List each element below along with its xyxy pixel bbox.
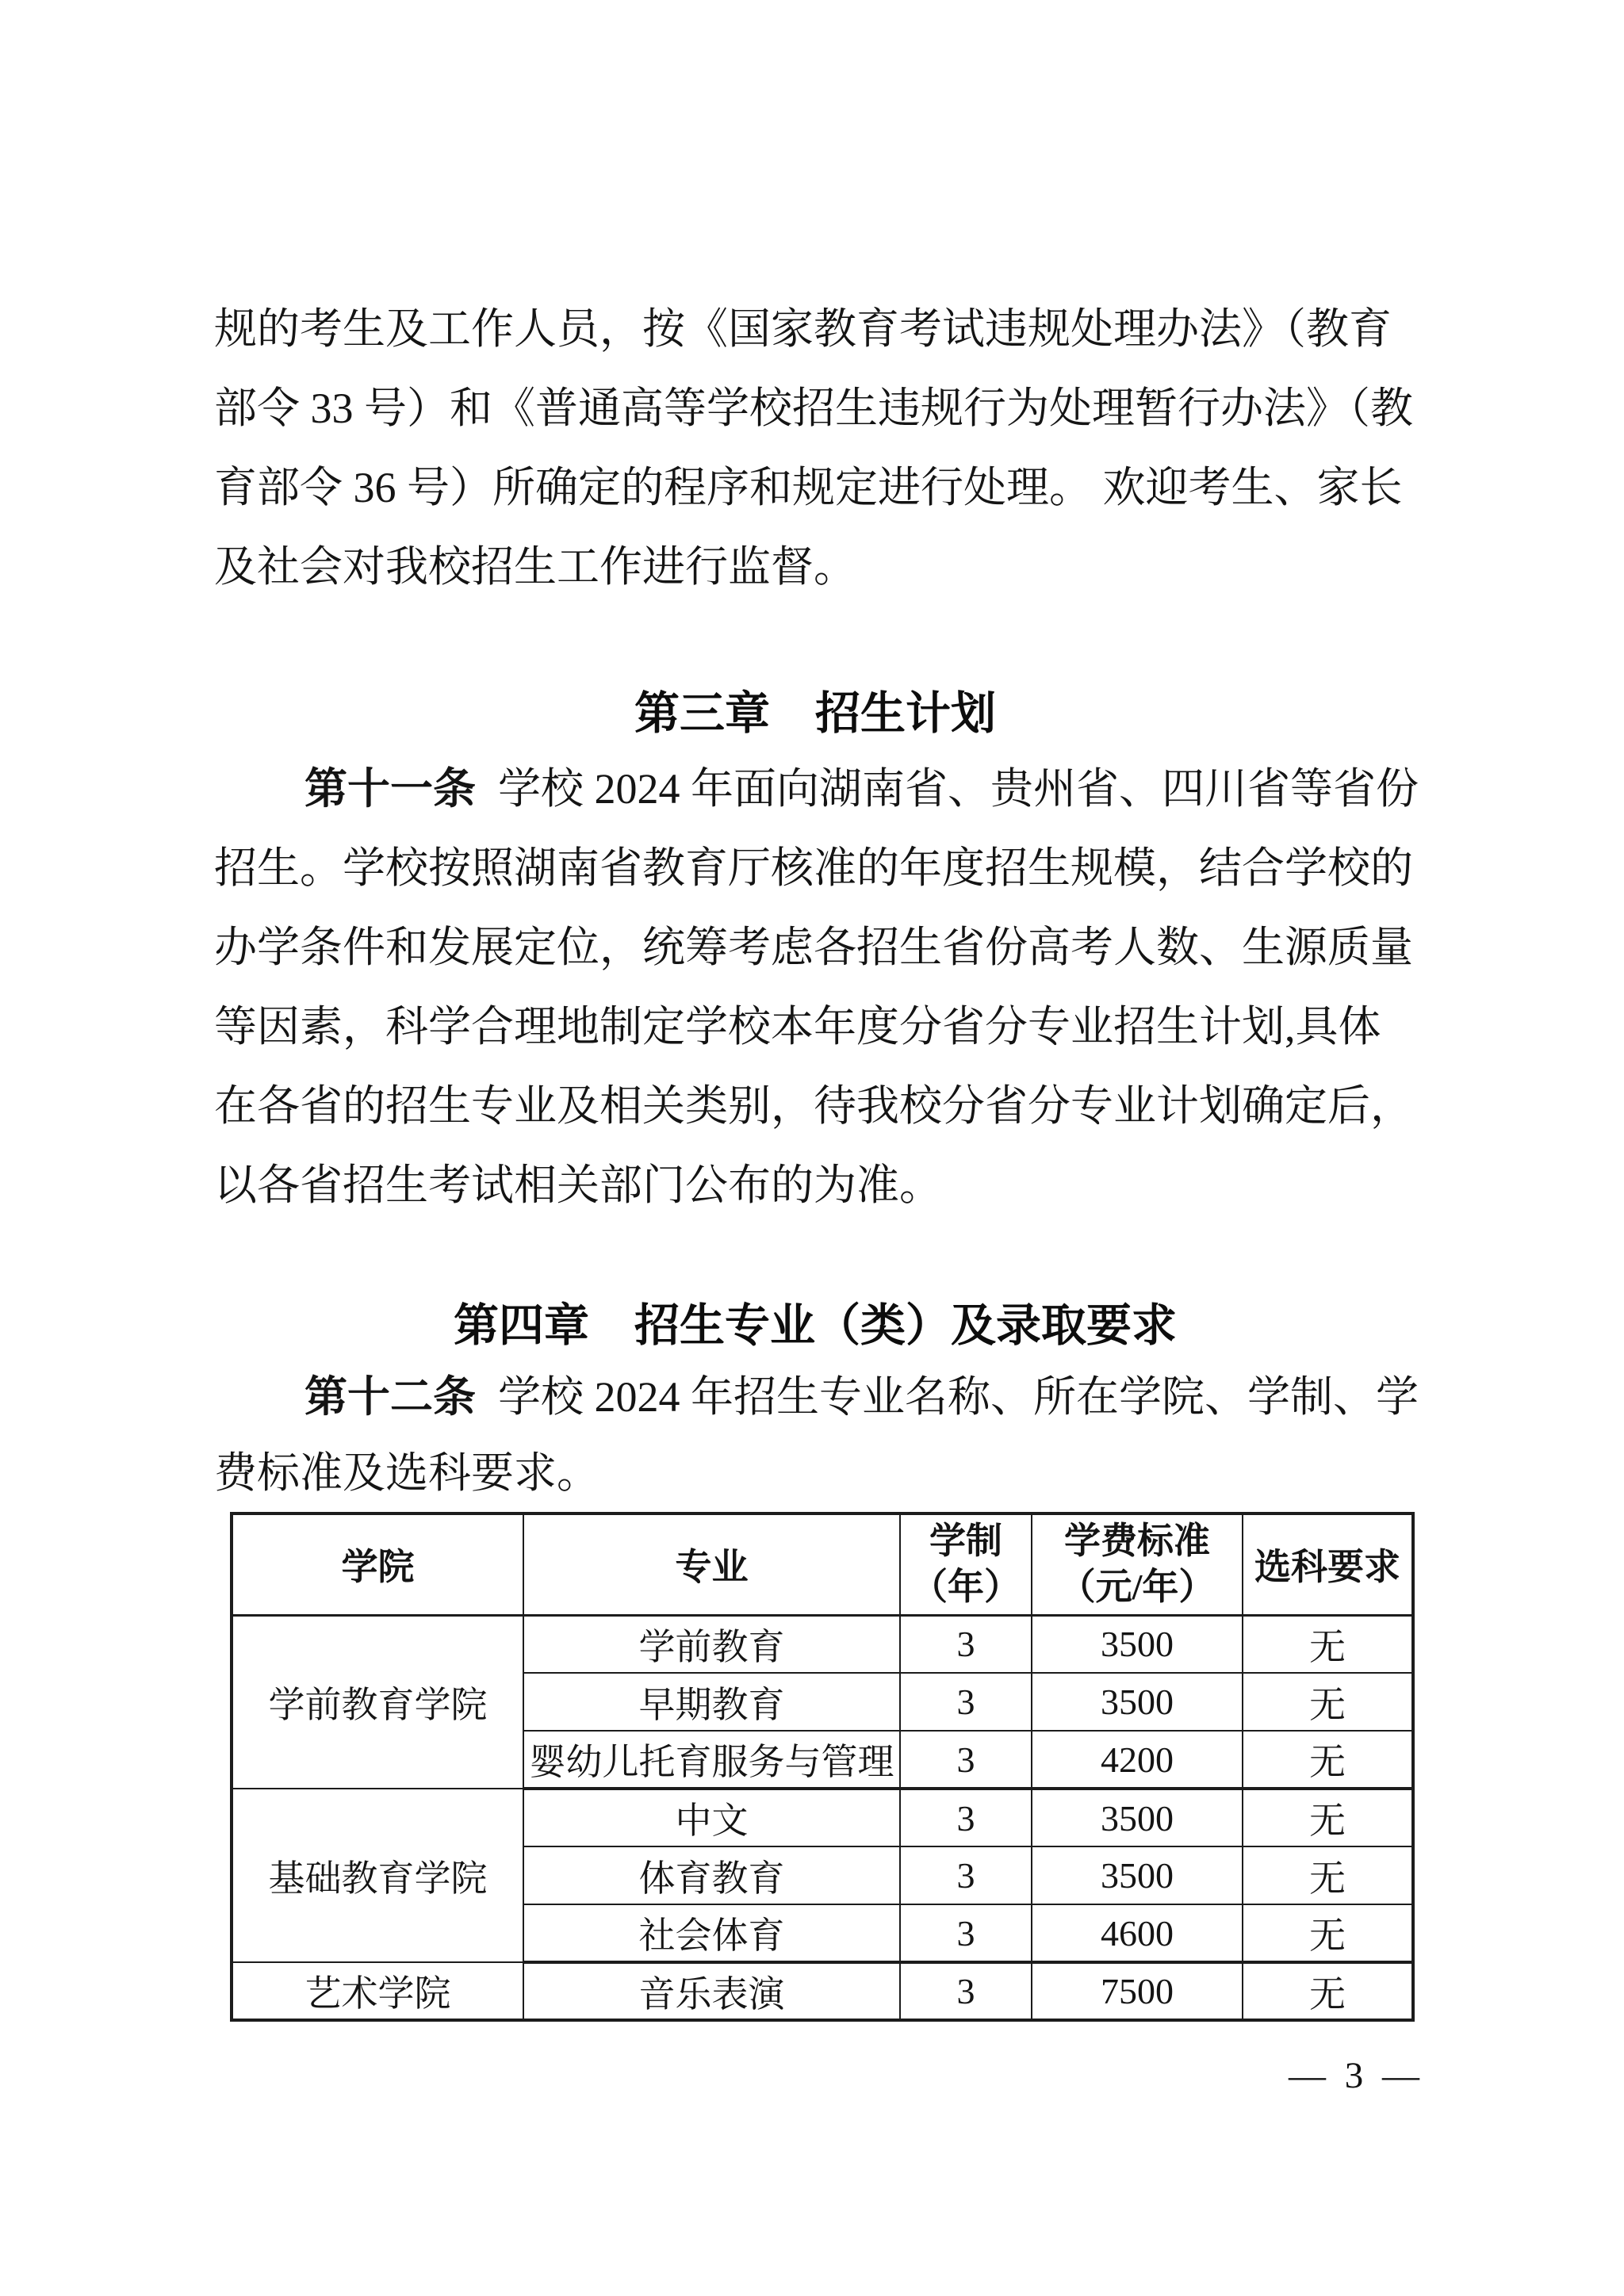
table-row: [232, 1962, 1413, 2020]
paragraph-line: [214, 749, 1419, 828]
page-number: — 3 —: [1289, 2055, 1424, 2096]
major-cell: 音乐表演: [523, 1962, 900, 2020]
majors-table: [230, 1512, 1415, 2022]
article11-term: 第十一条: [304, 765, 476, 813]
article11-line-rest: 学校 2024 年面向湖南省、贵州省、四川省等省份: [498, 765, 1419, 813]
table-row: [232, 1615, 1413, 1673]
paragraph-line: 费标准及选科要求。: [214, 1449, 599, 1497]
subject-req-cell: 无: [1243, 1846, 1413, 1904]
paragraph-line: 育部令 36 号）所确定的程序和规定进行处理。 欢迎考生、家长: [214, 464, 1403, 511]
subject-req-cell: 无: [1243, 1731, 1413, 1789]
paragraph-line: 部令 33 号）和《普通高等学校招生违规行为处理暂行办法》（教: [214, 385, 1413, 432]
col-header-duration-line2: （年）: [911, 1567, 1021, 1608]
col-header-major: 专业: [523, 1513, 900, 1615]
major-cell: 学前教育: [523, 1615, 900, 1673]
paragraph-line: 在各省的招生专业及相关类别，待我校分省分专业计划确定后，: [214, 1082, 1413, 1130]
paragraph-line: [214, 1359, 1419, 1435]
paragraph-article12: [214, 1359, 1419, 1511]
tuition-cell: 4600: [1032, 1904, 1243, 1962]
article12-line-rest: 学校 2024 年招生专业名称、所在学院、学制、学: [498, 1373, 1419, 1421]
paragraph-line: 规的考生及工作人员，按《国家教育考试违规处理办法》（教育: [214, 305, 1392, 353]
major-cell: 社会体育: [523, 1904, 900, 1962]
years-cell: 3: [900, 1673, 1032, 1731]
college-cell: 学前教育学院: [232, 1615, 523, 1789]
subject-req-cell: 无: [1243, 1789, 1413, 1846]
subject-req-cell: 无: [1243, 1962, 1413, 2020]
subject-req-cell: 无: [1243, 1615, 1413, 1673]
paragraph-line: 以各省招生考试相关部门公布的为准。: [214, 1161, 942, 1209]
paragraph-line: 招生。学校按照湖南省教育厅核准的年度招生规模，结合学校的: [214, 844, 1413, 892]
col-header-duration-line1: 学制: [929, 1521, 1002, 1562]
major-cell: 婴幼儿托育服务与管理: [523, 1731, 900, 1789]
tuition-cell: 4200: [1032, 1731, 1243, 1789]
tuition-cell: 3500: [1032, 1673, 1243, 1731]
paragraph-regulations: [214, 289, 1416, 607]
college-cell: 基础教育学院: [232, 1789, 523, 1962]
col-header-tuition-line1: 学费标准: [1064, 1521, 1210, 1562]
years-cell: 3: [900, 1789, 1032, 1846]
col-header-tuition: [1032, 1513, 1243, 1615]
subject-req-cell: 无: [1243, 1673, 1413, 1731]
chapter3-heading: 第三章 招生计划: [634, 688, 996, 739]
tuition-cell: 3500: [1032, 1789, 1243, 1846]
paragraph-line: 等因素，科学合理地制定学校本年度分省分专业招生计划,具体: [214, 1003, 1381, 1050]
college-cell: 艺术学院: [232, 1962, 523, 2020]
tuition-cell: 7500: [1032, 1962, 1243, 2020]
major-cell: 体育教育: [523, 1846, 900, 1904]
tuition-cell: 3500: [1032, 1846, 1243, 1904]
subject-req-cell: 无: [1243, 1904, 1413, 1962]
paragraph-line: 办学条件和发展定位，统筹考虑各招生省份高考人数、生源质量: [214, 924, 1413, 971]
years-cell: 3: [900, 1904, 1032, 1962]
col-header-tuition-line2: （元/年）: [1059, 1567, 1216, 1608]
col-header-college: 学院: [232, 1513, 523, 1615]
years-cell: 3: [900, 1962, 1032, 2020]
table-header-row: [232, 1513, 1413, 1615]
col-header-subject-req: 选科要求: [1243, 1513, 1413, 1615]
major-cell: 中文: [523, 1789, 900, 1846]
table-row: [232, 1789, 1413, 1846]
article12-term: 第十二条: [304, 1373, 476, 1421]
major-cell: 早期教育: [523, 1673, 900, 1731]
years-cell: 3: [900, 1615, 1032, 1673]
paragraph-line: 及社会对我校招生工作进行监督。: [214, 543, 856, 591]
col-header-duration: [900, 1513, 1032, 1615]
paragraph-article11: [214, 749, 1419, 1225]
tuition-cell: 3500: [1032, 1615, 1243, 1673]
years-cell: 3: [900, 1731, 1032, 1789]
years-cell: 3: [900, 1846, 1032, 1904]
chapter4-heading: 第四章 招生专业（类）及录取要求: [454, 1300, 1177, 1351]
